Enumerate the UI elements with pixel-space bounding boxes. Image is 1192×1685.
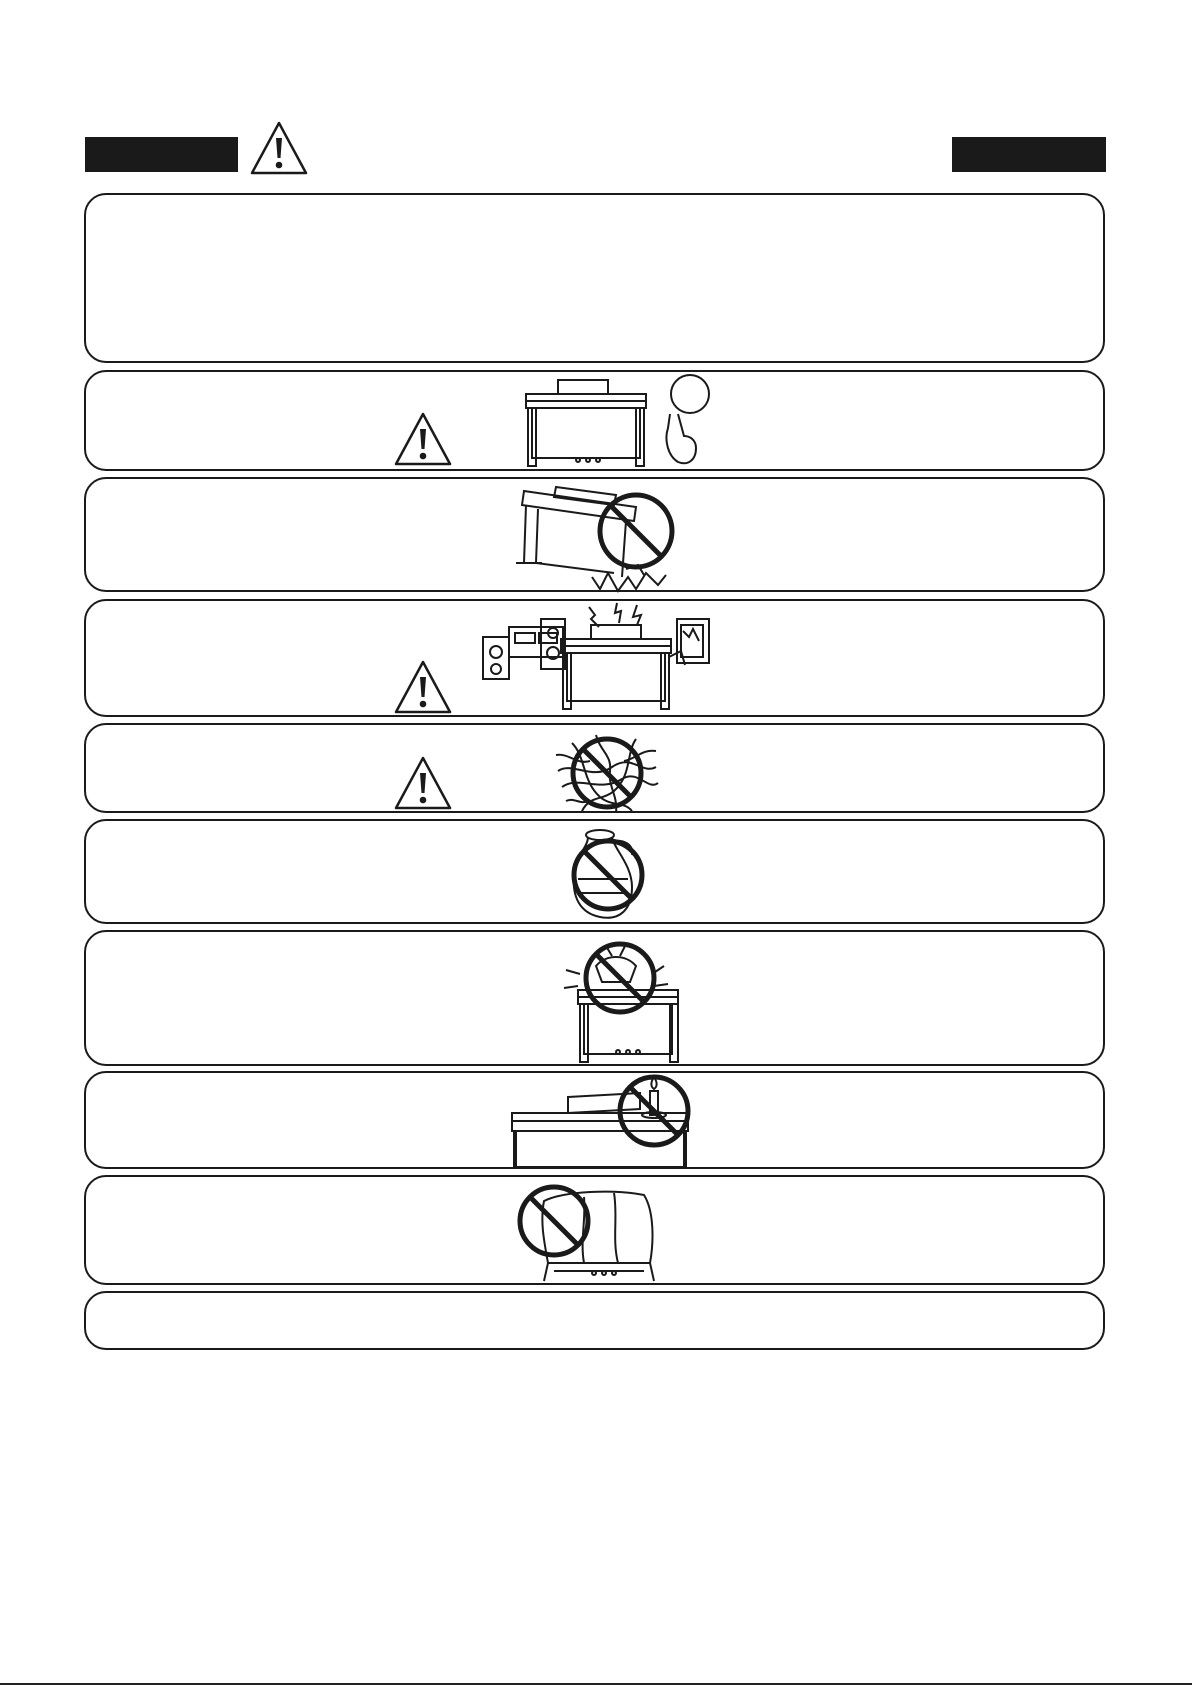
warning-triangle-icon xyxy=(393,659,453,715)
no-cables-tangle-box xyxy=(84,723,1105,813)
no-heavy-objects-box xyxy=(84,930,1105,1066)
no-drop-box xyxy=(84,477,1105,592)
candle-prohibited-illustration xyxy=(510,1075,710,1170)
warning-triangle-icon xyxy=(249,120,309,176)
no-cover-ventilation-box xyxy=(84,1175,1105,1285)
header-bar-left xyxy=(85,137,238,172)
piano-radio-tv-interference-illustration xyxy=(481,597,711,712)
piano-plug-illustration xyxy=(518,374,718,469)
power-plug-box xyxy=(84,370,1105,471)
interference-box xyxy=(84,599,1105,717)
tangled-cables-prohibited-illustration xyxy=(552,731,662,816)
intro-box xyxy=(84,193,1105,363)
vase-prohibited-illustration xyxy=(566,825,656,925)
warning-triangle-icon xyxy=(393,755,453,811)
cloth-covered-piano-prohibited-illustration xyxy=(514,1181,674,1286)
warning-triangle-icon xyxy=(393,411,453,467)
piano-falling-prohibited-illustration xyxy=(496,481,696,596)
header-bar-right xyxy=(952,137,1106,172)
footer-note-box xyxy=(84,1291,1105,1350)
no-open-flames-box xyxy=(84,1071,1105,1169)
heavy-object-on-piano-prohibited-illustration xyxy=(556,936,686,1066)
no-liquids-box xyxy=(84,819,1105,924)
